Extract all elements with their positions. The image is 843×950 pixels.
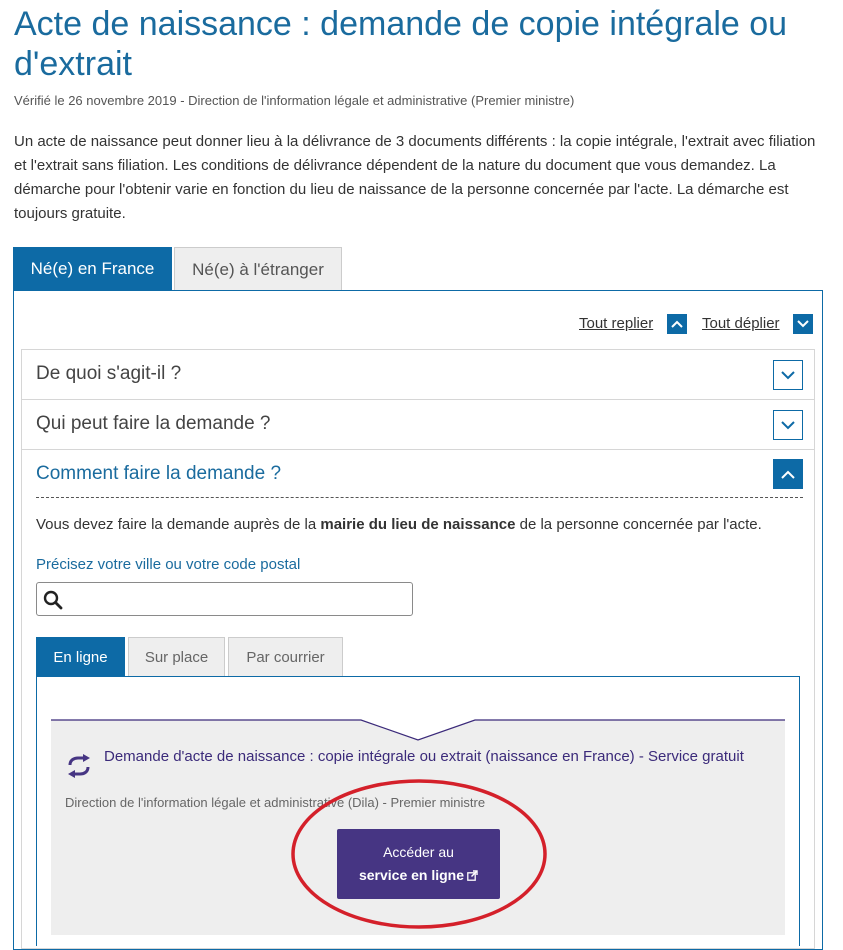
accordion-item-who-can-apply[interactable]: Qui peut faire la demande ?	[36, 413, 271, 434]
access-button-label-line1: Accéder au	[383, 844, 454, 860]
city-search-input[interactable]	[69, 587, 408, 613]
section-separator	[36, 497, 803, 498]
chevron-up-icon	[781, 470, 795, 479]
town-hall-emphasis: mairie du lieu de naissance	[320, 516, 516, 533]
accordion-toggle-how-to-apply[interactable]	[773, 459, 803, 489]
tab-born-in-france[interactable]: Né(e) en France	[13, 247, 172, 291]
verification-date: Vérifié le 26 novembre 2019 - Direction de l'information légale et administrative (Premier ministre)	[14, 93, 575, 108]
tab-born-abroad[interactable]: Né(e) à l'étranger	[174, 247, 342, 291]
accordion-toggle-what-is-it[interactable]	[773, 360, 803, 390]
intro-paragraph: Un acte de naissance peut donner lieu à la délivrance de 3 documents différents : la copie intégrale, l'extrait avec filiation et l'extrait sans filiation. Les conditions de délivrance dépendent de la nature du document que vous demandez. La démarche pour l'obtenir varie en fonction du lieu de naissance de la personne concernée par l'acte. La démarche est toujours gratuite.	[14, 133, 816, 222]
tab-in-person[interactable]: Sur place	[128, 637, 225, 677]
search-icon	[43, 590, 63, 610]
card-notch	[51, 716, 785, 742]
expand-all-button[interactable]	[793, 314, 813, 334]
external-link-icon	[467, 870, 478, 881]
accordion-divider	[21, 399, 815, 400]
accordion-toggle-who-can-apply[interactable]	[773, 410, 803, 440]
accordion-item-what-is-it[interactable]: De quoi s'agit-il ?	[36, 363, 182, 384]
chevron-down-icon	[781, 371, 795, 380]
collapse-all-button[interactable]	[667, 314, 687, 334]
page-title: Acte de naissance : demande de copie intégrale ou d'extrait	[14, 5, 788, 83]
chevron-up-icon	[671, 320, 683, 328]
service-provider: Direction de l'information légale et administrative (Dila) - Premier ministre	[65, 795, 486, 810]
city-search-label: Précisez votre ville ou votre code postal	[36, 556, 301, 573]
accordion-divider	[21, 449, 815, 450]
exchange-arrows-icon	[66, 754, 92, 778]
access-button-label-text: service en ligne	[358, 867, 465, 883]
instruction-text-part: de la personne concernée par l'acte.	[515, 516, 762, 533]
online-service-link[interactable]: Demande d'acte de naissance : copie intégrale ou extrait (naissance en France) - Service gratuit	[104, 748, 744, 765]
instruction-text-part: Vous devez faire la demande auprès de la	[36, 516, 321, 533]
access-button-label-line2	[359, 864, 478, 887]
chevron-down-icon	[797, 320, 809, 328]
instruction-text	[36, 516, 762, 533]
tab-online[interactable]: En ligne	[36, 637, 125, 677]
accordion-item-how-to-apply[interactable]: Comment faire la demande ?	[36, 463, 282, 484]
chevron-down-icon	[781, 421, 795, 430]
collapse-all-link[interactable]: Tout replier	[579, 315, 654, 332]
city-search-box[interactable]	[36, 582, 413, 616]
expand-all-link[interactable]: Tout déplier	[702, 315, 780, 332]
access-online-service-button[interactable]	[337, 829, 500, 899]
tab-by-mail[interactable]: Par courrier	[228, 637, 343, 677]
